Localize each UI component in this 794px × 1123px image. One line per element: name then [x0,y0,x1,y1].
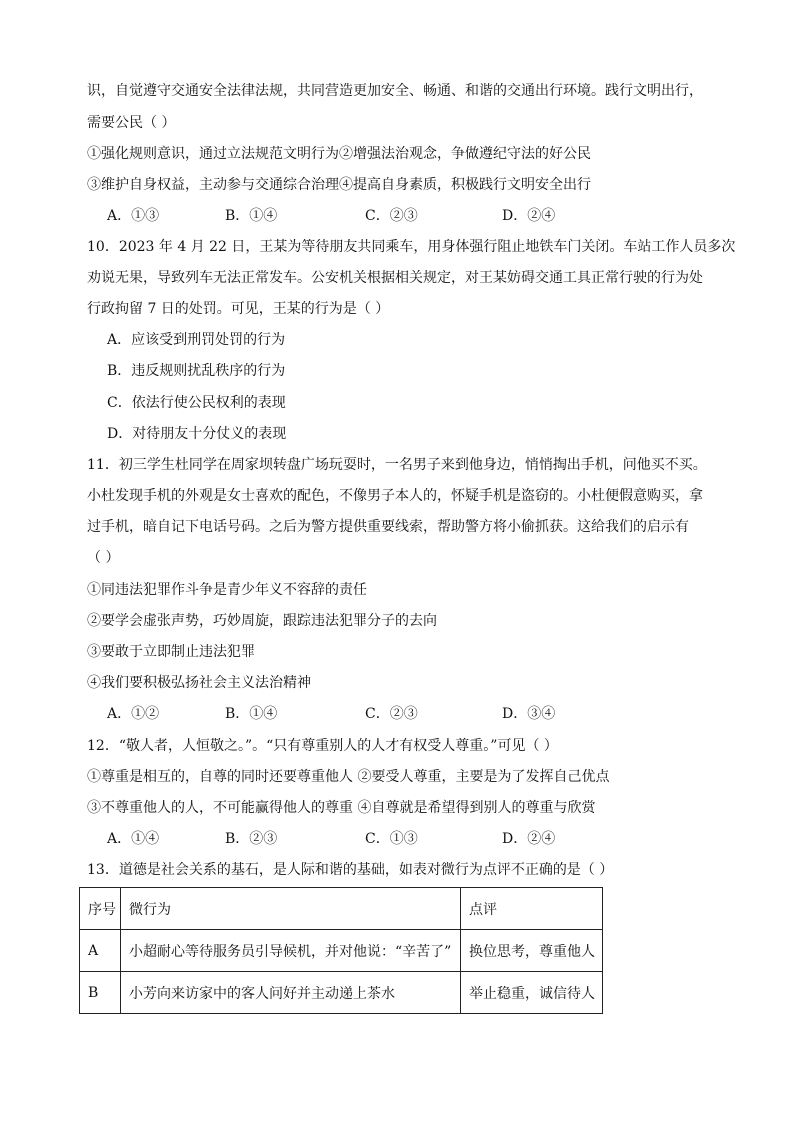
q9-text-line-1: 识，自觉遵守交通安全法律法规，共同营造更加安全、畅通、和谐的交通出行环境。践行文明出行， [87,83,703,99]
table-cell: 小超耐心等待服务员引导候机，并对他说：“辛苦了” [121,930,461,972]
q10-text-line-2: 劝说无果，导致列车无法正常发车。公安机关根据相关规定，对王某妨碍交通工具正常行驶的行为处 [87,270,703,286]
q11-text-line-2: 小杜发现手机的外观是女士喜欢的配色，不像男子本人的，怀疑手机是盗窃的。小杜便假意购买，拿 [87,488,703,504]
q11-statement-4: ④我们要积极弘扬社会主义法治精神 [87,675,311,691]
table-cell: B [80,972,121,1014]
q10-option-c[interactable]: C．依法行使公民权利的表现 [107,395,286,411]
q12-option-d[interactable]: D．②④ [502,831,556,847]
q10-text-line-3: 行政拘留 7 日的处罚。可见，王某的行为是（ ） [87,301,390,317]
q12-text-line-1: 12．“敬人者，人恒敬之。”。“只有尊重别人的人才有权受人尊重。”可见（ ） [87,738,558,754]
q9-statement-1: ①强化规则意识，通过立法规范文明行为②增强法治观念，争做遵纪守法的好公民 [87,146,591,162]
table-cell: 举止稳重，诚信待人 [461,972,603,1014]
table-header-cell: 序号 [80,888,121,930]
table-header-cell: 微行为 [121,888,461,930]
table-cell: A [80,930,121,972]
table-cell: 换位思考，尊重他人 [461,930,603,972]
q11-statement-3: ③要敢于立即制止违法犯罪 [87,644,255,660]
q12-option-c[interactable]: C．①③ [365,831,418,847]
q10-option-b[interactable]: B．违反规则扰乱秩序的行为 [107,363,286,379]
q12-option-a[interactable]: A．①④ [107,831,160,847]
q9-option-c[interactable]: C．②③ [365,208,418,224]
q10-option-d[interactable]: D．对待朋友十分仗义的表现 [107,426,287,442]
q10-text-line-1: 10．2023 年 4 月 22 日，王某为等待朋友共同乘车，用身体强行阻止地铁车门关闭。车站工作人员多次 [87,239,736,255]
q11-option-a[interactable]: A．①② [107,706,160,722]
table-header-row [80,888,603,930]
q12-option-b[interactable]: B．②③ [225,831,278,847]
q9-option-b[interactable]: B．①④ [225,208,278,224]
q11-option-d[interactable]: D．③④ [502,706,556,722]
table-row [80,972,603,1014]
q11-statement-2: ②要学会虚张声势，巧妙周旋，跟踪违法犯罪分子的去向 [87,613,437,629]
q12-statement-2: ③不尊重他人的人，不可能赢得他人的尊重 ④自尊就是希望得到别人的尊重与欣赏 [87,800,596,816]
q11-text-line-4: （ ） [87,550,120,566]
q11-option-b[interactable]: B．①④ [225,706,278,722]
q11-statement-1: ①同违法犯罪作斗争是青少年义不容辞的责任 [87,582,367,598]
q12-options [107,829,707,849]
q9-option-d[interactable]: D．②④ [502,208,556,224]
q11-option-c[interactable]: C．②③ [365,706,418,722]
q13-text-line-1: 13．道德是社会关系的基石，是人际和谐的基础，如表对微行为点评不正确的是（ ） [87,862,614,878]
behavior-table [79,887,603,1014]
table-header-cell: 点评 [461,888,603,930]
q9-option-a[interactable]: A．①③ [107,208,160,224]
q9-statement-2: ③维护自身权益，主动参与交通综合治理④提高自身素质，积极践行文明安全出行 [87,177,591,193]
q11-text-line-1: 11．初三学生杜同学在周家坝转盘广场玩耍时，一名男子来到他身边，悄悄掏出手机，问他买不买。 [87,457,707,473]
q11-text-line-3: 过手机，暗自记下电话号码。之后为警方提供重要线索，帮助警方将小偷抓获。这给我们的启示有 [87,519,689,535]
q9-text-line-2: 需要公民（ ） [87,115,176,131]
table-cell: 小芳向来访家中的客人问好并主动递上茶水 [121,972,461,1014]
table-row [80,930,603,972]
q9-options [107,206,707,226]
q10-option-a[interactable]: A．应该受到刑罚处罚的行为 [107,332,286,348]
q12-statement-1: ①尊重是相互的，自尊的同时还要尊重他人 ②要受人尊重，主要是为了发挥自己优点 [87,769,610,785]
q11-options [107,704,707,724]
